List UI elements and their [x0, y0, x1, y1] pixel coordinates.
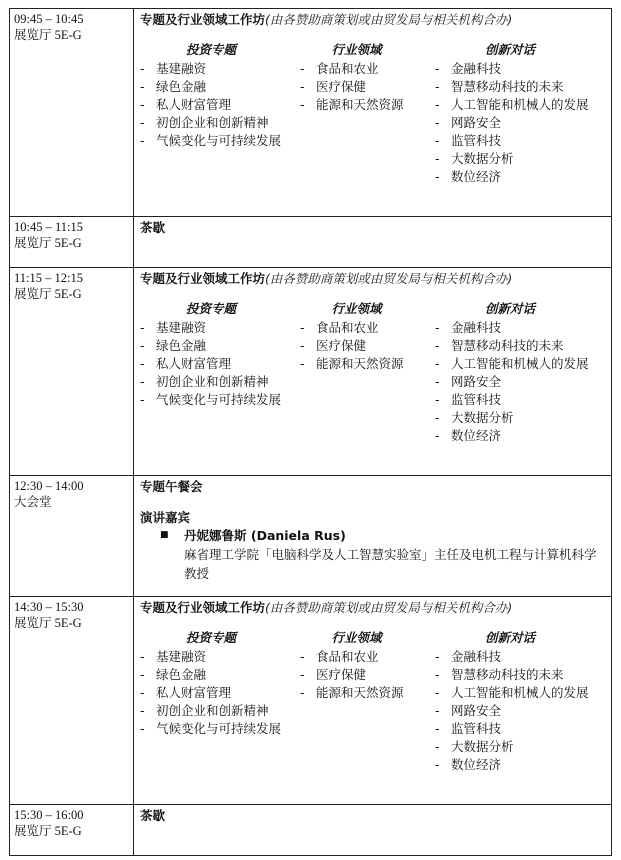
list-item: - 食品和农业	[300, 60, 435, 78]
list-item: - 人工智能和机械人的发展	[435, 96, 605, 114]
list-item: - 网路安全	[435, 702, 605, 720]
session-note: (由各赞助商策划或由贸发局与相关机构合办)	[265, 12, 513, 27]
session-title	[140, 11, 611, 28]
list-item: - 监管科技	[435, 720, 605, 738]
list-item: - 金融科技	[435, 319, 605, 337]
session-title-text: 专题及行业领域工作坊	[140, 271, 266, 286]
list-item: - 基建融资	[140, 648, 300, 666]
topic-column	[300, 300, 435, 445]
session-cell	[134, 217, 612, 268]
list-item: - 金融科技	[435, 648, 605, 666]
list-item: - 初创企业和创新精神	[140, 702, 300, 720]
topic-column	[435, 41, 605, 186]
column-heading: 行业领域	[331, 630, 382, 645]
schedule-row	[10, 597, 612, 805]
topic-column	[140, 629, 300, 774]
time-range: 11:15 – 12:15	[14, 271, 83, 285]
speaker-entry	[140, 526, 611, 583]
schedule-row	[10, 476, 612, 597]
list-item: - 基建融资	[140, 319, 300, 337]
topic-columns	[140, 41, 611, 186]
list-item: - 数位经济	[435, 427, 605, 445]
list-item: - 监管科技	[435, 132, 605, 150]
list-item: - 能源和天然资源	[300, 684, 435, 702]
speaker-name: 丹妮娜鲁斯 (Daniela Rus)	[184, 528, 346, 543]
schedule-row	[10, 268, 612, 476]
speaker-label: 演讲嘉宾	[140, 510, 191, 525]
schedule-table	[9, 8, 612, 856]
list-item: - 绿色金融	[140, 78, 300, 96]
bullet-icon: ■	[160, 530, 169, 540]
topic-column	[435, 300, 605, 445]
list-item: - 监管科技	[435, 391, 605, 409]
schedule-row	[10, 9, 612, 217]
venue: 大会堂	[14, 495, 52, 509]
topic-column	[435, 629, 605, 774]
lunch-title: 专题午餐会	[140, 479, 203, 494]
list-item: - 食品和农业	[300, 648, 435, 666]
session-title-text: 专题及行业领域工作坊	[140, 12, 266, 27]
session-title-text: 专题及行业领域工作坊	[140, 600, 266, 615]
list-item: - 绿色金融	[140, 666, 300, 684]
column-heading: 创新对话	[484, 42, 535, 57]
list-item: - 私人财富管理	[140, 355, 300, 373]
topic-column	[300, 41, 435, 186]
column-heading: 投资专题	[185, 301, 236, 316]
time-range: 12:30 – 14:00	[14, 479, 84, 493]
topic-columns	[140, 629, 611, 774]
list-item: - 能源和天然资源	[300, 96, 435, 114]
time-cell	[10, 597, 134, 805]
session-cell	[134, 9, 612, 217]
schedule-row	[10, 805, 612, 856]
list-item: - 数位经济	[435, 168, 605, 186]
list-item: - 医疗保健	[300, 78, 435, 96]
list-item: - 气候变化与可持续发展	[140, 391, 300, 409]
list-item: - 初创企业和创新精神	[140, 114, 300, 132]
speaker-description: 麻省理工学院「电脑科学及人工智慧实验室」主任及电机工程与计算机科学教授	[184, 547, 597, 581]
list-item: - 智慧移动科技的未来	[435, 666, 605, 684]
time-cell	[10, 476, 134, 597]
time-cell	[10, 217, 134, 268]
venue: 展览厅 5E-G	[14, 28, 82, 42]
list-item: - 人工智能和机械人的发展	[435, 684, 605, 702]
time-range: 10:45 – 11:15	[14, 220, 83, 234]
list-item: - 初创企业和创新精神	[140, 373, 300, 391]
column-heading: 行业领域	[331, 42, 382, 57]
column-heading: 行业领域	[331, 301, 382, 316]
session-note: (由各赞助商策划或由贸发局与相关机构合办)	[265, 600, 513, 615]
list-item: - 网路安全	[435, 373, 605, 391]
list-item: - 智慧移动科技的未来	[435, 78, 605, 96]
list-item: - 气候变化与可持续发展	[140, 132, 300, 150]
list-item: - 气候变化与可持续发展	[140, 720, 300, 738]
column-heading: 创新对话	[484, 630, 535, 645]
session-note: (由各赞助商策划或由贸发局与相关机构合办)	[265, 271, 513, 286]
session-cell	[134, 476, 612, 597]
time-range: 15:30 – 16:00	[14, 808, 84, 822]
venue: 展览厅 5E-G	[14, 616, 82, 630]
list-item: - 智慧移动科技的未来	[435, 337, 605, 355]
list-item: - 医疗保健	[300, 666, 435, 684]
time-range: 09:45 – 10:45	[14, 12, 84, 26]
session-cell	[134, 597, 612, 805]
list-item: - 医疗保健	[300, 337, 435, 355]
session-title	[140, 599, 611, 616]
schedule-row	[10, 217, 612, 268]
venue: 展览厅 5E-G	[14, 236, 82, 250]
list-item: - 数位经济	[435, 756, 605, 774]
list-item: - 食品和农业	[300, 319, 435, 337]
break-title: 茶歇	[140, 808, 166, 823]
break-title: 茶歇	[140, 220, 166, 235]
topic-column	[140, 300, 300, 445]
venue: 展览厅 5E-G	[14, 287, 82, 301]
list-item: - 大数据分析	[435, 409, 605, 427]
column-heading: 投资专题	[185, 630, 236, 645]
list-item: - 人工智能和机械人的发展	[435, 355, 605, 373]
list-item: - 绿色金融	[140, 337, 300, 355]
list-item: - 金融科技	[435, 60, 605, 78]
topic-column	[140, 41, 300, 186]
column-heading: 投资专题	[185, 42, 236, 57]
list-item: - 能源和天然资源	[300, 355, 435, 373]
list-item: - 大数据分析	[435, 738, 605, 756]
column-heading: 创新对话	[484, 301, 535, 316]
session-title	[140, 270, 611, 287]
time-cell	[10, 9, 134, 217]
list-item: - 私人财富管理	[140, 96, 300, 114]
list-item: - 网路安全	[435, 114, 605, 132]
list-item: - 私人财富管理	[140, 684, 300, 702]
list-item: - 基建融资	[140, 60, 300, 78]
session-cell	[134, 268, 612, 476]
time-cell	[10, 805, 134, 856]
venue: 展览厅 5E-G	[14, 824, 82, 838]
time-cell	[10, 268, 134, 476]
topic-column	[300, 629, 435, 774]
session-cell	[134, 805, 612, 856]
topic-columns	[140, 300, 611, 445]
time-range: 14:30 – 15:30	[14, 600, 84, 614]
list-item: - 大数据分析	[435, 150, 605, 168]
